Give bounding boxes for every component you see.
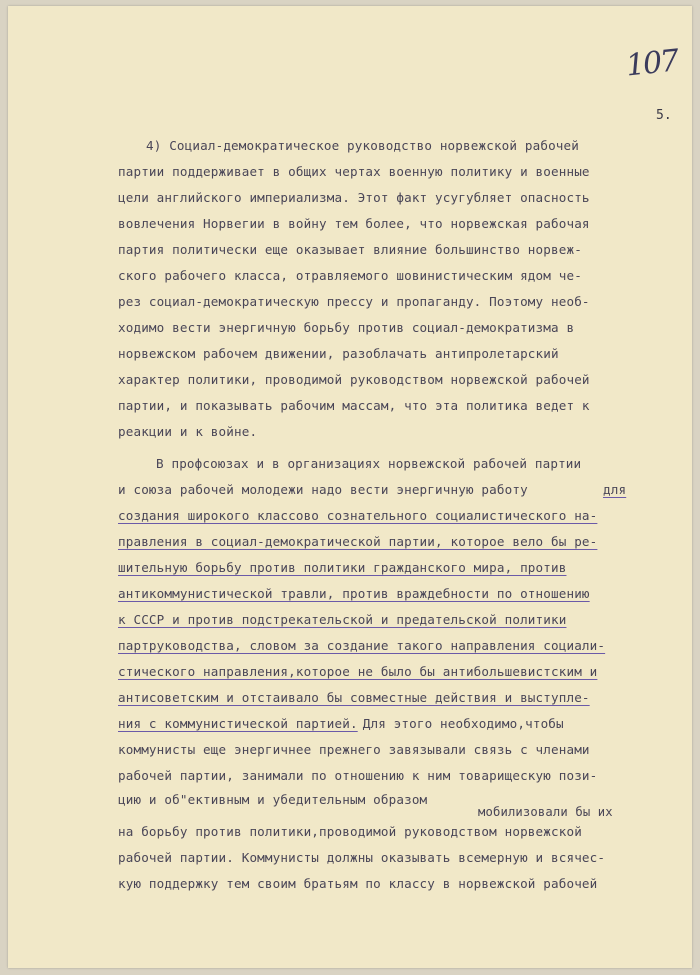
underlined-text: стического направления,которое не было бы антибольшевистским и (118, 664, 598, 679)
page-number: 5. (656, 108, 672, 123)
text-line: партия политически еще оказывает влияние большинство норвеж- (118, 242, 582, 257)
text-line: кую поддержку тем своим братьям по классу в норвежской рабочей (118, 876, 598, 891)
archive-number: 107 (624, 43, 679, 84)
text-line: 4) Социал-демократическое руководство норвежской рабочей (146, 138, 579, 153)
text-line: рез социал-демократическую прессу и пропаганду. Поэтому необ- (118, 294, 590, 309)
text-line: коммунисты еще энергичнее прежнего завязывали связь с членами (118, 742, 590, 757)
text-line: цию и об"ективным и убедительным образом (118, 792, 428, 807)
underlined-text: для (603, 482, 627, 497)
text-line: вовлечения Норвегии в войну тем более, что норвежская рабочая (118, 216, 590, 231)
text-line: реакции и к войне. (118, 424, 258, 439)
text-line: норвежском рабочем движении, разоблачать антипролетарский (118, 346, 559, 361)
text-line: цели английского империализма. Этот факт усугубляет опасность (118, 190, 590, 205)
underlined-text: правления в социал-демократической партии, которое вело бы ре- (118, 534, 598, 549)
underlined-text: антисоветским и отстаивало бы совместные действия и выступле- (118, 690, 590, 705)
document-page (8, 6, 692, 968)
text-line: рабочей партии. Коммунисты должны оказывать всемерную и всячес- (118, 850, 606, 865)
text-line: партии, и показывать рабочим массам, что эта политика ведет к (118, 398, 590, 413)
underlined-text: шительную борьбу против политики гражданского мира, против (118, 560, 567, 575)
underlined-text: создания широкого классово сознательного социалистического на- (118, 508, 598, 523)
text-line: и союза рабочей молодежи надо вести энергичную работу (118, 482, 528, 497)
text-line: ходимо вести энергичную борьбу против социал-демократизма в (118, 320, 575, 335)
text-line: характер политики, проводимой руководством норвежской рабочей (118, 372, 590, 387)
underlined-text: к СССР и против подстрекательской и предательской политики (118, 612, 567, 627)
text-line: ского рабочего класса, отравляемого шовинистическим ядом че- (118, 268, 582, 283)
underlined-text: ния с коммунистической партией. (118, 716, 358, 731)
text-line: рабочей партии, занимали по отношению к ним товарищескую пози- (118, 768, 598, 783)
text-line: на борьбу против политики,проводимой руководством норвежской (118, 824, 582, 839)
underlined-text: антикоммунистической травли, против враждебности по отношению (118, 586, 590, 601)
text-line: Для этого необходимо,чтобы (355, 716, 564, 731)
text-line: партии поддерживает в общих чертах военную политику и военные (118, 164, 590, 179)
inserted-text: мобилизовали бы их (478, 805, 613, 819)
underlined-text: партруководства, словом за создание такого направления социали- (118, 638, 606, 653)
text-line: В профсоюзах и в организациях норвежской рабочей партии (156, 456, 582, 471)
